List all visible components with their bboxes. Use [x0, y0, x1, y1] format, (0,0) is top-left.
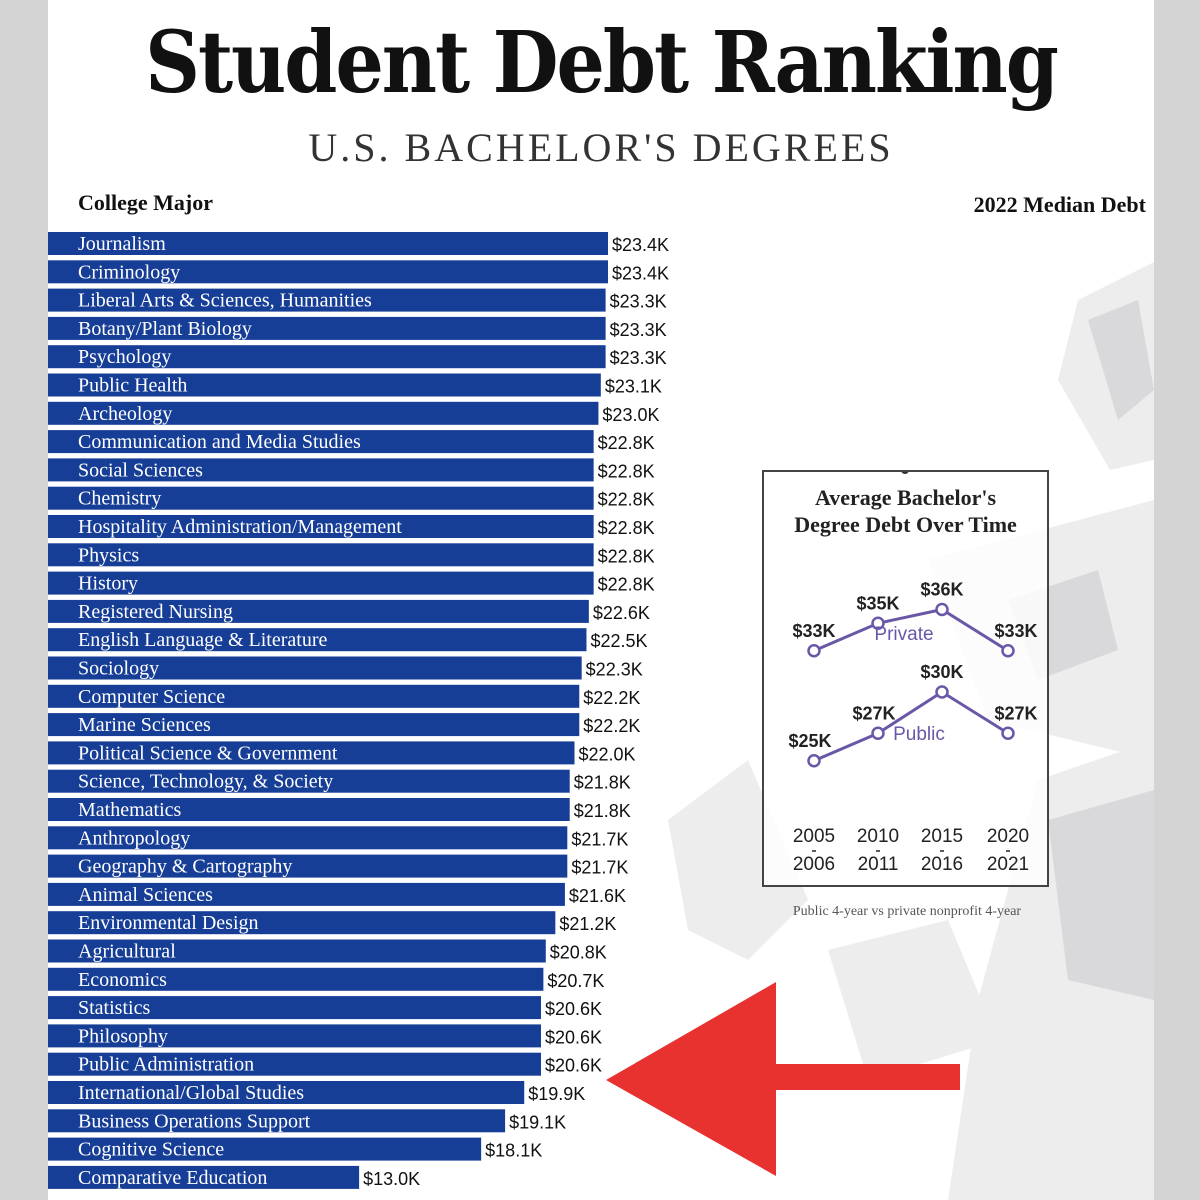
point-label: $36K [920, 579, 964, 600]
bar-category-label: Criminology [78, 261, 181, 284]
bar-value-label: $22.2K [583, 716, 641, 737]
point-label: $33K [994, 620, 1038, 641]
point-label: $33K [792, 620, 836, 641]
bar-category-label: Social Sciences [78, 459, 203, 482]
bar-category-label: Business Operations Support [78, 1110, 311, 1133]
bar-value-label: $19.1K [509, 1112, 567, 1133]
bar-category-label: Journalism [78, 233, 166, 255]
bar-category-label: Political Science & Government [78, 742, 338, 765]
bar-value-label: $13.0K [363, 1168, 421, 1189]
x-tick-label: 2015 [920, 826, 964, 847]
line-chart-title-line2: Degree Debt Over Time [794, 512, 1017, 537]
point-label: $25K [788, 730, 832, 751]
bar-value-label: $22.0K [578, 744, 636, 765]
bar-value-label: $23.3K [609, 291, 667, 312]
point-label: $27K [852, 703, 896, 724]
bar-category-label: Cognitive Science [78, 1138, 225, 1161]
bar-category-label: Marine Sciences [78, 714, 211, 737]
bar-value-label: $23.4K [612, 235, 670, 255]
bar-category-label: Statistics [78, 997, 151, 1020]
x-tick-label: 2016 [920, 854, 964, 875]
left-margin [0, 0, 48, 1200]
bar-category-label: Sociology [78, 657, 160, 680]
x-tick-label: 2005 [792, 826, 836, 847]
bar-category-label: Psychology [78, 346, 172, 369]
series-name-label: Private [874, 624, 934, 645]
bar-value-label: $21.8K [573, 772, 631, 793]
bar-category-label: Economics [78, 968, 167, 991]
x-tick-label: 2011 [857, 854, 899, 875]
bar-category-label: Liberal Arts & Sciences, Humanities [78, 289, 372, 312]
bar-category-label: Anthropology [78, 827, 191, 850]
x-tick-label: 2020 [986, 826, 1030, 847]
x-tick-label: 2010 [856, 826, 900, 847]
bar-value-label: $18.1K [485, 1140, 543, 1161]
bar-value-label: $21.7K [571, 857, 629, 878]
infographic [48, 0, 1154, 1200]
point-label: $30K [920, 662, 964, 682]
bar-category-label: Science, Technology, & Society [78, 770, 334, 793]
red-arrow-icon [48, 0, 1154, 1200]
bar-value-label: $22.8K [597, 433, 655, 454]
bar-category-label: Registered Nursing [78, 600, 233, 623]
bar-value-label: $22.8K [597, 574, 655, 595]
bar-value-label: $23.4K [612, 263, 670, 284]
bar-value-label: $23.3K [609, 348, 667, 369]
bar-value-label: $23.1K [604, 376, 662, 397]
series-name-label: Public [893, 724, 945, 745]
bar-category-label: Comparative Education [78, 1166, 268, 1189]
bar-category-label: History [78, 572, 138, 595]
bar-value-label: $19.9K [528, 1084, 586, 1104]
bar-category-label: Mathematics [78, 799, 182, 821]
bar-category-label: Chemistry [78, 487, 162, 510]
column-header-debt: 2022 Median Debt [973, 192, 1146, 217]
bar-category-label: Hospitality Administration/Management [78, 516, 402, 538]
bar-value-label: $21.8K [573, 801, 631, 821]
bar-category-label: International/Global Studies [78, 1082, 305, 1104]
bar-category-label: English Language & Literature [78, 629, 328, 652]
bar-value-label: $20.6K [544, 999, 603, 1020]
bar-value-label: $23.3K [609, 319, 667, 340]
bar-value-label: $22.8K [597, 518, 655, 538]
bar-category-label: Public Administration [78, 1053, 255, 1076]
right-margin [1154, 0, 1200, 1200]
bar-category-label: Public Health [78, 374, 188, 397]
bar-value-label: $20.6K [544, 1055, 603, 1076]
line-chart-title: Average Bachelor's [814, 485, 997, 510]
bar-category-label: Botany/Plant Biology [78, 317, 252, 340]
bar-value-label: $22.3K [585, 659, 643, 680]
bar-value-label: $22.8K [597, 489, 655, 510]
bar-value-label: $21.2K [559, 914, 617, 935]
column-header-major: College Major [78, 190, 213, 215]
bar-category-label: Agricultural [78, 940, 176, 963]
page-subtitle: U.S. BACHELOR'S DEGREES [308, 125, 894, 170]
bar-value-label: $22.8K [597, 461, 655, 482]
x-tick-label: 2021 [986, 854, 1030, 875]
point-label: $35K [856, 593, 900, 614]
bar-category-label: Environmental Design [78, 912, 259, 935]
bar-value-label: $22.6K [592, 602, 650, 623]
bar-value-label: $20.7K [547, 970, 605, 991]
x-tick-label: 2006 [792, 854, 836, 875]
point-label: $27K [994, 703, 1038, 724]
bar-value-label: $21.6K [568, 885, 626, 906]
bar-value-label: $20.6K [544, 1027, 603, 1048]
bar-category-label: Geography & Cartography [78, 855, 293, 878]
bar-category-label: Physics [78, 544, 140, 567]
bar-category-label: Communication and Media Studies [78, 431, 361, 454]
bar-value-label: $20.8K [549, 942, 607, 963]
bar-category-label: Computer Science [78, 685, 226, 708]
bar-value-label: $22.2K [583, 687, 641, 708]
bar-value-label: $22.5K [590, 631, 648, 652]
bar-value-label: $22.8K [597, 546, 655, 567]
line-chart-caption: Public 4-year vs private nonprofit 4-year [792, 904, 1022, 919]
bar-value-label: $21.7K [571, 829, 629, 850]
page-title: Student Debt Ranking [145, 12, 1057, 113]
bar-value-label: $23.0K [602, 404, 660, 425]
bar-category-label: Animal Sciences [78, 883, 213, 906]
bar-category-label: Philosophy [78, 1025, 169, 1048]
bar-category-label: Archeology [78, 402, 173, 425]
